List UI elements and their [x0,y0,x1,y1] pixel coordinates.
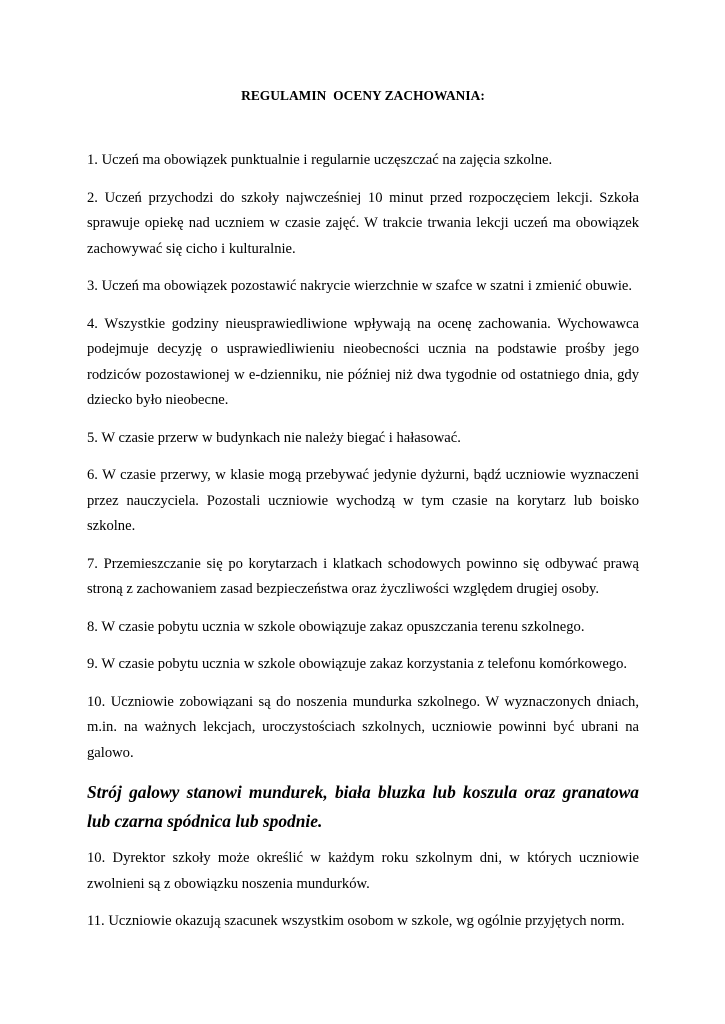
rule-paragraph-10: 10. Uczniowie zobowiązani są do noszenia mundurka szkolnego. W wyznaczonych dniach, m.in. na ważnych lekcjach, uroczystościach szkolnych, uczniowie powinni być ubrani na galowo. [87,693,639,761]
rule-paragraph-1: 1. Uczeń ma obowiązek punktualnie i regularnie uczęszczać na zajęcia szkolne. [87,152,553,168]
document-title: REGULAMIN OCENY ZACHOWANIA: [241,88,485,103]
dress-code-emphasis: Strój galowy stanowi mundurek, biała bluzka lub koszula oraz granatowa lub czarna spódnica lub spodnie. [87,782,639,831]
rule-paragraph-2: 2. Uczeń przychodzi do szkoły najwcześniej 10 minut przed rozpoczęciem lekcji. Szkoła sprawuje opiekę nad uczniem w czasie zajęć. W trakcie trwania lekcji uczeń ma obowiązek zachowywać się cicho i kulturalnie. [87,189,639,257]
rule-paragraph-11: 11. Uczniowie okazują szacunek wszystkim osobom w szkole, wg ogólnie przyjętych norm. [87,913,625,929]
rule-paragraph-6: 6. W czasie przerwy, w klasie mogą przebywać jedynie dyżurni, bądź uczniowie wyznaczeni przez nauczyciela. Pozostali uczniowie wychodzą w tym czasie na korytarz lub boisko szkolne. [87,467,639,534]
document-page [87,88,639,947]
rule-paragraph-8: 8. W czasie pobytu ucznia w szkole obowiązuje zakaz opuszczania terenu szkolnego. [87,618,585,635]
rule-paragraph-5: 5. W czasie przerw w budynkach nie należy biegać i hałasować. [87,429,461,446]
rule-paragraph-10b: 10. Dyrektor szkoły może określić w każdym roku szkolnym dni, w których uczniowie zwolnieni są z obowiązku noszenia mundurków. [87,850,639,892]
rule-paragraph-7: 7. Przemieszczanie się po korytarzach i klatkach schodowych powinno się odbywać prawą stroną z zachowaniem zasad bezpieczeństwa oraz życzliwości względem drugiej osoby. [87,555,639,597]
rule-paragraph-4: 4. Wszystkie godziny nieusprawiedliwione wpływają na ocenę zachowania. Wychowawca podejmuje decyzję o usprawiedliwieniu nieobecności ucznia na podstawie prośby jego rodziców pozostawionej w e-dzienniku, nie później niż dwa tygodnie od ostatniego dnia, gdy dziecko było nieobecne. [87,315,639,408]
rule-paragraph-3: 3. Uczeń ma obowiązek pozostawić nakrycie wierzchnie w szafce w szatni i zmienić obuwie. [87,278,633,294]
rule-paragraph-9: 9. W czasie pobytu ucznia w szkole obowiązuje zakaz korzystania z telefonu komórkowego. [87,656,628,672]
